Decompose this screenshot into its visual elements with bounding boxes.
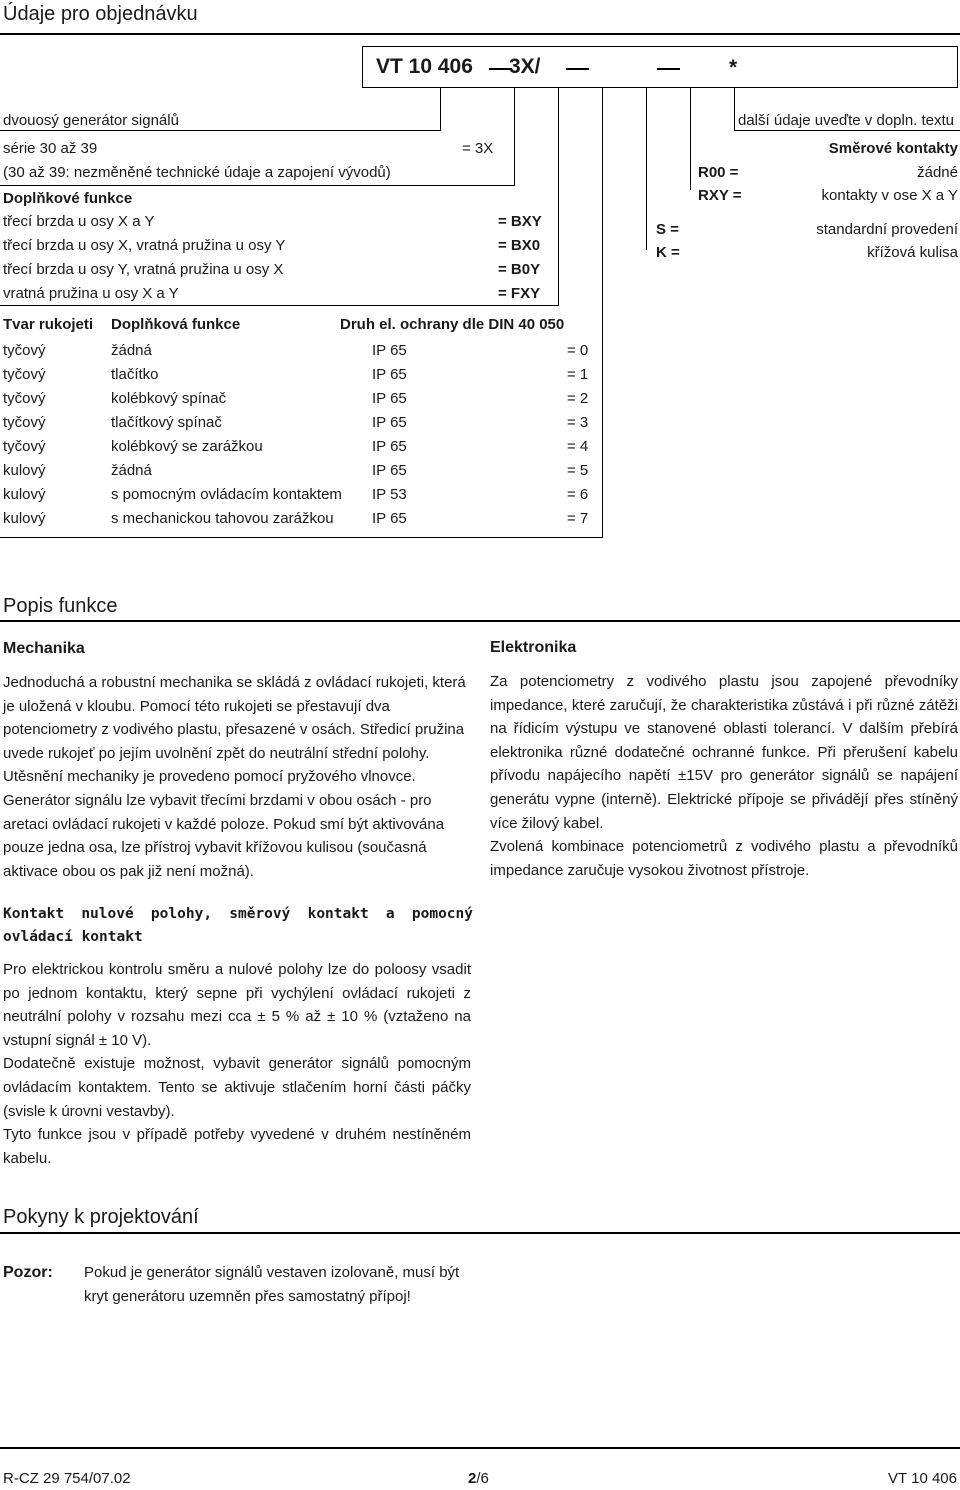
section-title-function: Popis funkce xyxy=(3,595,118,617)
footer-page-number xyxy=(468,1470,489,1488)
cell-shape: tyčový xyxy=(3,390,46,407)
electronics-text xyxy=(490,670,958,882)
function-code: = BX0 xyxy=(498,237,541,254)
function-code: = B0Y xyxy=(498,261,541,278)
paragraph: Dodatečně existuje možnost, vybavit generátor signálů pomocným ovládacím kontaktem. Tento se aktivuje stlačením horní části páčky (svisle k úrovni vestavby). xyxy=(3,1055,471,1120)
contact-code: R00 = xyxy=(698,164,739,181)
function-code: = FXY xyxy=(498,285,541,302)
cell-function: tlačítkový spínač xyxy=(111,414,222,431)
footer-rule xyxy=(0,1447,960,1449)
cell-shape: kulový xyxy=(3,486,46,503)
cell-function: žádná xyxy=(111,342,152,359)
row-rule xyxy=(0,305,559,306)
cell-ip: IP 65 xyxy=(372,366,407,383)
connector-series xyxy=(514,88,515,186)
row-rule xyxy=(0,185,515,186)
order-model: VT 10 406 xyxy=(376,55,473,78)
function-code: = BXY xyxy=(498,213,542,230)
function-label: třecí brzda u osy X a Y xyxy=(3,213,155,230)
section-rule xyxy=(0,1232,960,1234)
page-total: /6 xyxy=(476,1470,489,1487)
cell-ip: IP 65 xyxy=(372,510,407,527)
code-dash xyxy=(566,68,589,70)
cell-ip: IP 65 xyxy=(372,438,407,455)
series-label: série 30 až 39 xyxy=(3,140,98,157)
design-label: standardní provedení xyxy=(816,221,958,238)
design-code: K = xyxy=(656,244,680,261)
page-title: Údaje pro objednávku xyxy=(3,3,198,25)
cell-shape: tyčový xyxy=(3,366,46,383)
connector-further xyxy=(734,88,735,130)
cell-shape: kulový xyxy=(3,510,46,527)
paragraph: Za potenciometry z vodivého plastu jsou zapojené převodníky impedance, které zaručují, že charakteristika zůstává i při různé zátěži na řídicím výstupu ve stanovené oblasti tolerancí. V dalším přebírá elektronika různé dodatečné ochranné funkce. Při přerušení kabelu přívodu napájecího napětí ±15V pro generátor signálů se napájení generátu vypne (interně). Elektrické přípoje se přivádějí přes stíněný více žilový kabel. xyxy=(490,673,958,832)
order-star: * xyxy=(729,56,738,79)
cell-code: = 7 xyxy=(567,510,589,527)
cell-function: s mechanickou tahovou zarážkou xyxy=(111,510,334,527)
title-rule xyxy=(0,33,960,35)
section-rule xyxy=(0,620,960,622)
mechanics-text xyxy=(3,671,471,883)
row-rule xyxy=(734,130,960,131)
function-label: třecí brzda u osy X, vratná pružina u osy Y xyxy=(3,237,286,254)
cell-function: kolébkový se zarážkou xyxy=(111,438,263,455)
function-label: vratná pružina u osy X a Y xyxy=(3,285,179,302)
electronics-title: Elektronika xyxy=(490,639,577,656)
design-code: S = xyxy=(656,221,679,238)
section-title-project: Pokyny k projektování xyxy=(3,1206,199,1228)
note-text: Pokud je generátor signálů vestaven izolovaně, musí být kryt generátoru uzemněn přes samostatný přípoj! xyxy=(84,1264,460,1305)
paragraph: Tyto funkce jsou v případě potřeby vyvedené v druhém nestíněném kabelu. xyxy=(3,1126,471,1167)
series-code: = 3X xyxy=(462,140,494,157)
contact-section-title: Kontakt nulové polohy, směrový kontakt a pomocný ovládací kontakt xyxy=(3,906,473,945)
contacts-heading: Směrové kontakty xyxy=(828,140,958,157)
generator-label: dvouosý generátor signálů xyxy=(3,112,179,129)
cell-code: = 1 xyxy=(567,366,589,383)
connector-functions xyxy=(558,88,559,306)
functions-heading: Doplňkové funkce xyxy=(3,190,133,207)
cell-ip: IP 65 xyxy=(372,390,407,407)
contact-text xyxy=(3,958,471,1170)
contact-label: žádné xyxy=(917,164,958,181)
row-rule xyxy=(0,537,603,538)
cell-ip: IP 65 xyxy=(372,342,407,359)
mechanics-title: Mechanika xyxy=(3,640,85,657)
cell-ip: IP 65 xyxy=(372,414,407,431)
cell-function: s pomocným ovládacím kontaktem xyxy=(111,486,342,503)
code-dash xyxy=(657,68,680,70)
design-label: křížová kulisa xyxy=(867,244,958,261)
connector-contacts xyxy=(690,88,691,190)
cell-ip: IP 53 xyxy=(372,486,407,503)
page-current: 2 xyxy=(468,1470,477,1487)
series-note: (30 až 39: nezměněné technické údaje a zapojení vývodů) xyxy=(3,164,391,181)
table-header-shape: Tvar rukojeti xyxy=(3,316,94,333)
cell-function: tlačítko xyxy=(111,366,159,383)
table-header-protection: Druh el. ochrany dle DIN 40 050 xyxy=(340,316,565,333)
paragraph: Zvolená kombinace potenciometrů z vodivého plastu a převodníků impedance zaručuje vysokou životnost přístroje. xyxy=(490,838,958,879)
function-label: třecí brzda u osy Y, vratná pružina u osy X xyxy=(3,261,284,278)
connector-handle xyxy=(602,88,603,538)
cell-code: = 5 xyxy=(567,462,589,479)
cell-function: žádná xyxy=(111,462,152,479)
table-header-function: Doplňková funkce xyxy=(111,316,241,333)
cell-code: = 6 xyxy=(567,486,589,503)
order-code-box xyxy=(362,46,958,88)
cell-shape: tyčový xyxy=(3,342,46,359)
order-series: 3X/ xyxy=(509,55,541,78)
cell-code: = 3 xyxy=(567,414,589,431)
cell-shape: tyčový xyxy=(3,414,46,431)
connector-design xyxy=(646,88,647,250)
cell-code: = 0 xyxy=(567,342,589,359)
cell-ip: IP 65 xyxy=(372,462,407,479)
cell-code: = 4 xyxy=(567,438,589,455)
contact-code: RXY = xyxy=(698,187,742,204)
contact-label: kontakty v ose X a Y xyxy=(821,187,958,204)
connector-generator xyxy=(440,88,441,130)
cell-code: = 2 xyxy=(567,390,589,407)
cell-function: kolébkový spínač xyxy=(111,390,227,407)
paragraph: Jednoduchá a robustní mechanika se skládá z ovládací rukojeti, která je uložená v kloubu. Pomocí této rukojeti se přestavují dva potenciometry z vodivého plastu, přesazené v osách. Středicí pružina uvede rukojeť po jejím uvolnění zpět do neutrální střední polohy. Utěsnění mechaniky je provedeno pomocí pryžového vlnovce. Generátor signálu lze vybavit třecími brzdami v obou osách - pro aretaci ovládací rukojeti v každé poloze. Pokud smí být aktivována pouze jedna osa, lze přístroj vybavit křížovou kulisou (současná aktivace obou os pak již není možná). xyxy=(3,674,466,880)
paragraph: Pro elektrickou kontrolu směru a nulové polohy lze do poloosy vsadit po jednom kontaktu, který sepne při vychýlení ovládací rukojeti z neutrální polohy v rozsahu mezi cca ± 5 % až ± 10 % (vztaženo na vstupní signál ± 10 V). xyxy=(3,961,471,1049)
cell-shape: kulový xyxy=(3,462,46,479)
further-info: další údaje uveďte v dopln. textu xyxy=(738,112,955,129)
cell-shape: tyčový xyxy=(3,438,46,455)
note-label: Pozor: xyxy=(3,1264,53,1281)
row-rule xyxy=(0,130,441,131)
footer-model: VT 10 406 xyxy=(888,1470,957,1487)
footer-doc-number: R-CZ 29 754/07.02 xyxy=(3,1470,131,1487)
